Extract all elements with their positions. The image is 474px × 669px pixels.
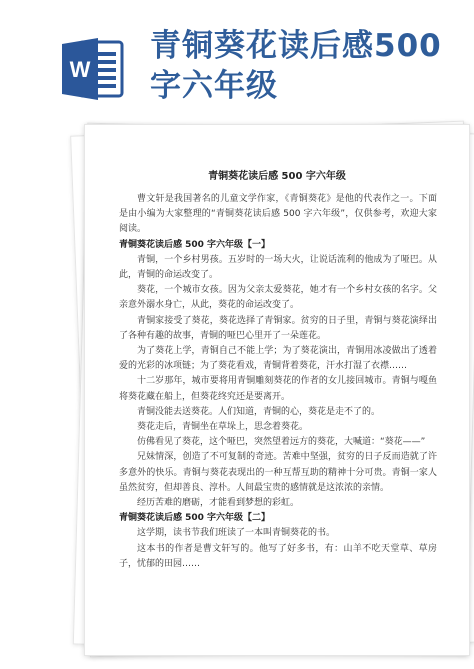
document-body (119, 192, 437, 572)
section-heading: 青铜葵花读后感 500 字六年级【一】 (119, 239, 271, 250)
paragraph: 葵花走后，青铜坐在草垛上，思念着葵花。 (137, 422, 309, 433)
word-doc-icon (62, 36, 124, 102)
paragraph: 这学期，读书节我们班读了一本叫青铜葵花的书。 (137, 528, 336, 539)
paragraph: 兄妹情深，创造了不可复制的奇迹。苦难中坚强，贫穷的日子反而造就了许多意外的快乐。青铜与葵花表现出的一种互帮互助的精神十分可贵。青铜一家人虽然贫穷，但却善良、淳朴。人间最宝贵的感情就是这浓浓的亲情。 (119, 452, 437, 493)
svg-text:W: W (69, 57, 91, 82)
paragraph: 青铜家接受了葵花，葵花选择了青铜家。贫穷的日子里，青铜与葵花演绎出了各种有趣的故事，青铜的哑巴心里开了一朵莲花。 (119, 315, 437, 341)
banner (0, 0, 474, 120)
paragraph: 葵花，一个城市女孩。因为父亲太爱葵花，她才有一个乡村女孩的名字。父亲意外溺水身亡，从此，葵花的命运改变了。 (119, 285, 437, 311)
banner-title: 青铜葵花读后感500字六年级 (150, 28, 442, 104)
section-heading: 青铜葵花读后感 500 字六年级【二】 (119, 513, 271, 524)
paragraph: 仿佛看见了葵花，这个哑巴，突然望着远方的葵花，大喊道：“葵花——” (137, 437, 426, 448)
document-page (84, 124, 470, 656)
paragraph: 十二岁那年，城市要将用青铜雕刻葵花的作者的女儿接回城市。青铜与嘎鱼将葵花藏在船上，但葵花终究还是要离开。 (119, 376, 437, 402)
paragraph: 青铜没能去送葵花。人们知道，青铜的心，葵花是走不了的。 (137, 406, 381, 417)
paragraph: 为了葵花上学，青铜自己不能上学；为了葵花演出，青铜用冰凌做出了透着爱的光彩的冰项链；为了葵花看戏，青铜背着葵花，汗水打湿了衣襟…… (119, 346, 437, 372)
paragraph: 这本书的作者是曹文轩写的。他写了好多书，有：山羊不吃天堂草、草房子，忧郁的田园…… (119, 543, 437, 569)
document-title: 青铜葵花读后感 500 字六年级 (208, 171, 346, 182)
paragraph: 青铜，一个乡村男孩。五岁时的一场大火，让说话流利的他成为了哑巴。从此，青铜的命运改变了。 (119, 254, 437, 281)
paragraph: 曹文轩是我国著名的儿童文学作家，《青铜葵花》是他的代表作之一。下面是由小编为大家整理的“青铜葵花读后感 500 字六年级”，仅供参考，欢迎大家阅读。 (119, 194, 437, 235)
paragraph: 经历苦难的磨砺，才能看到梦想的彩虹。 (137, 498, 300, 509)
